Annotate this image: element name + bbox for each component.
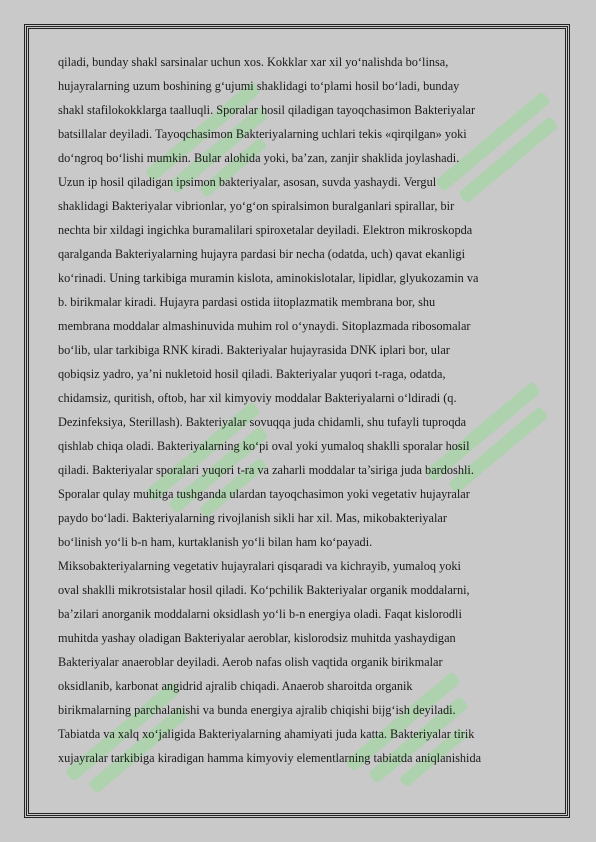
text-line: qiladi, bunday shakl sarsinalar uchun xos. Kokklar xar xil yo‘nalishda bo‘linsa, xyxy=(58,55,449,69)
text-line: nechta bir xildagi ingichka buramalilari spiroxetalar deyiladi. Elektron mikroskopda xyxy=(58,223,473,237)
text-line: bo‘lib, ular tarkibiga RNK kiradi. Bakteriyalar hujayrasida DNK iplari bor, ular xyxy=(58,343,450,357)
text-line: qishlab chiqa oladi. Bakteriyalarning ko‘pi oval yoki yumaloq shaklli sporalar hosil xyxy=(58,439,470,453)
text-line: shaklidagi Bakteriyalar vibrionlar, yo‘g‘on spiralsimon buralganlari spirallar, bir xyxy=(58,199,455,213)
text-line: xujayralar tarkibiga kiradigan hamma kimyoviy elementlarning tabiatda aniqlanishida xyxy=(58,751,482,765)
text-line: Bakteriyalar anaeroblar deyiladi. Aerob nafas olish vaqtida organik birikmalar xyxy=(58,655,443,669)
text-line: hujayralarning uzum boshining g‘ujumi shaklidagi to‘plami hosil bo‘ladi, bunday xyxy=(58,79,460,93)
text-line: Tabiatda va xalq xo‘jaligida Bakteriyalarning ahamiyati juda katta. Bakteriyalar tirik xyxy=(58,727,475,741)
text-line: paydo bo‘ladi. Bakteriyalarning rivojlanish sikli har xil. Mas, mikobakteriyalar xyxy=(58,511,447,525)
text-line: b. birikmalar kiradi. Hujayra pardasi ostida iitoplazmatik membrana bor, shu xyxy=(58,295,436,309)
text-line: Dezinfeksiya, Sterillash). Bakteriyalar sovuqqa juda chidamli, shu tufayli tuproqda xyxy=(58,415,467,429)
text-line: batsillalar deyiladi. Tayoqchasimon Bakteriyalarning uchlari tekis «qirqilgan» yoki xyxy=(58,127,467,141)
text-line: birikmalarning parchalanishi va bunda energiya ajralib chiqishi bijg‘ish deyiladi. xyxy=(58,703,456,717)
text-line: muhitda yashay oladigan Bakteriyalar aeroblar, kislorodsiz muhitda yashaydigan xyxy=(58,631,456,645)
text-line: chidamsiz, quritish, oftob, har xil kimyoviy moddalar Bakteriyalarni o‘ldiradi (q. xyxy=(58,391,457,405)
text-line: ba’zilari anorganik moddalarni oksidlash yo‘li b-n energiya oladi. Faqat kislorodli xyxy=(58,607,462,621)
text-line: oval shaklli mikrotsistalar hosil qiladi. Ko‘pchilik Bakteriyalar organik moddalarni, xyxy=(58,583,470,597)
text-line: qiladi. Bakteriyalar sporalari yuqori t-ra va zaharli moddalar ta’siriga juda bardoshli. xyxy=(58,463,474,477)
text-line: shakl stafilokokklarga taalluqli. Sporalar hosil qiladigan tayoqchasimon Bakteriyalar xyxy=(58,103,476,117)
text-line: Sporalar qulay muhitga tushganda ulardan tayoqchasimon yoki vegetativ hujayralar xyxy=(58,487,470,501)
text-line: qobiqsiz yadro, ya’ni nukletoid hosil qiladi. Bakteriyalar yuqori t-raga, odatda, xyxy=(58,367,446,381)
text-line: membrana moddalar almashinuvida muhim rol o‘ynaydi. Sitoplazmada ribosomalar xyxy=(58,319,471,333)
text-line: Miksobakteriyalarning vegetativ hujayralari qisqaradi va kichrayib, yumaloq yoki xyxy=(58,559,461,573)
document-body xyxy=(58,50,544,770)
text-line: bo‘linish yo‘li b-n ham, kurtaklanish yo‘li bilan ham ko‘payadi. xyxy=(58,535,373,549)
text-line: oksidlanib, karbonat angidrid ajralib chiqadi. Anaerob sharoitda organik xyxy=(58,679,413,693)
text-line: qaralganda Bakteriyalarning hujayra pardasi bir necha (odatda, uch) qavat ekanligi xyxy=(58,247,465,261)
text-line: ko‘rinadi. Uning tarkibiga muramin kislota, aminokislotalar, lipidlar, glyukozamin va xyxy=(58,271,479,285)
text-line: Uzun ip hosil qiladigan ipsimon bakteriyalar, asosan, suvda yashaydi. Vergul xyxy=(58,175,437,189)
text-line: do‘ngroq bo‘lishi mumkin. Bular alohida yoki, ba’zan, zanjir shaklida joylashadi. xyxy=(58,151,460,165)
